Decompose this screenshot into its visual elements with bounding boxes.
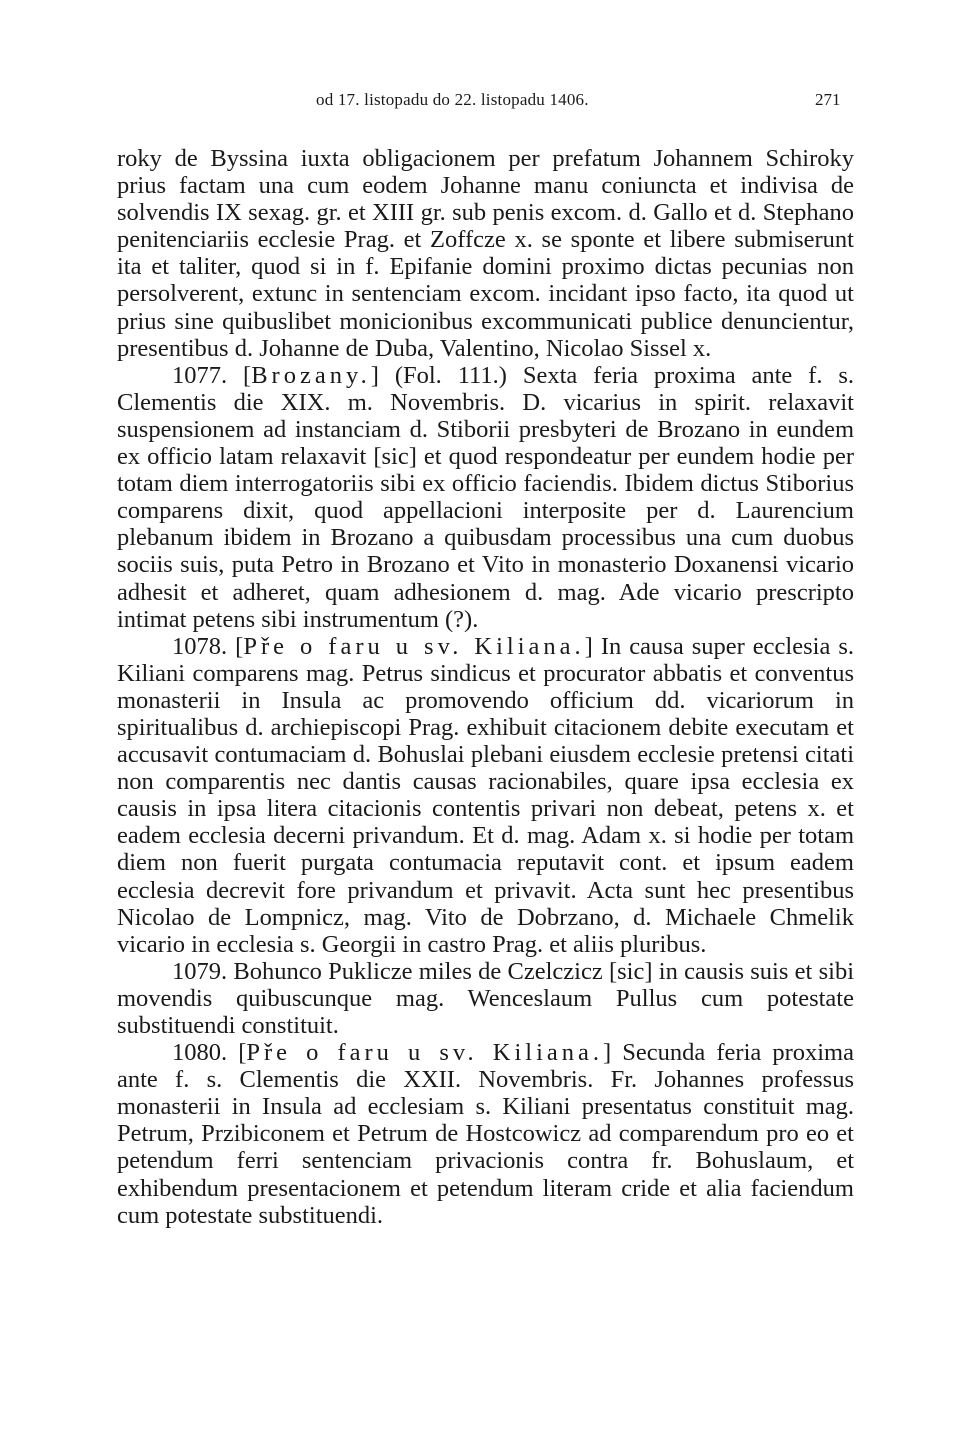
open-bracket: [ <box>238 1039 247 1067</box>
close-bracket: ] <box>584 632 593 660</box>
page-header <box>0 90 960 114</box>
open-bracket: [ <box>243 361 252 389</box>
entry-text: Sexta feria proxima ante f. s. Clementis die XIX. m. Novembris. D. vicarius in spirit. relaxavit suspensionem ad instanciam d. Stiborii presbyteri de Brozano in eundem ex officio latam relaxavit [sic] et quod respondeatur per eundem hodie per totam diem interrogatoriis sibi ex officio faciendis. Ibidem dictus Stiborius comparens dixit, quod appellacioni interposite per d. Laurencium plebanum ibidem in Brozano a quibusdam processibus una cum duobus sociis suis, puta Petro in Brozano et Vito in monasterio Doxanensi vicario adhesit et adheret, quam adhesionem d. mag. Ade vicario prescripto intimat petens sibi instrumentum (?). <box>117 361 855 633</box>
entry-number: 1079. <box>172 957 228 985</box>
entry-1078 <box>117 633 854 958</box>
open-bracket: [ <box>235 632 244 660</box>
entry-number: 1077. <box>172 361 228 389</box>
entry-1079 <box>117 958 854 1039</box>
entry-heading: Pře o faru u sv. Kiliana. <box>246 1039 604 1067</box>
entry-text: Secunda feria proxima ante f. s. Clementis die XXII. Novembris. Fr. Johannes professus monasterii in Insula ad ecclesiam s. Kiliani presentatus constituit mag. Petrum, Przibiconem et Petrum de Hostcowicz ad comparendum pro eo et petendum ferri sentenciam privacionis contra fr. Bohuslaum, et exhibendum presentacionem et petendum literam cride et alia faciendum cum potestate substituendi. <box>117 1039 854 1229</box>
close-bracket: ] <box>603 1039 612 1067</box>
continuation-paragraph: roky de Byssina iuxta obligacionem per prefatum Johannem Schiroky prius factam una cum eodem Johanne manu coniuncta et indivisa de solvendis IX sexag. gr. et XIII gr. sub penis excom. d. Gallo et d. Stephano penitenciariis ecclesie Prag. et Zoffcze x. se sponte et libere submiserunt ita et taliter, quod si in f. Epifanie domini proximo dictas pecunias non persolverent, extunc in sentenciam excom. incidant ipso facto, ita quod ut prius sine quibuslibet monicionibus excommunicati publice denuncientur, presentibus d. Johanne de Duba, Valentino, Nicolao Sissel x. <box>117 145 854 362</box>
entry-text: In causa super ecclesia s. Kiliani comparens mag. Petrus sindicus et procurator abbatis et conventus monasterii in Insula ac promovendo officium dd. vicariorum in spiritualibus d. archiepiscopi Prag. exhibuit citacionem debite executam et accusavit contumaciam d. Bohuslai plebani eiusdem ecclesie pretensi citati non comparentis nec dantis causas racionabiles, quare ipsa ecclesia ex causis in ipsa litera citacionis contentis privari non debeat, petens x. et eadem ecclesia decerni privandum. Et d. mag. Adam x. si hodie per totam diem non fuerit purgata contumacia reputavit cont. et ipsum eadem ecclesia decrevit fore privandum et privavit. Acta sunt hec presentibus Nicolao de Lompnicz, mag. Vito de Dobrzano, d. Michaele Chmelik vicario in ecclesia s. Georgii in castro Prag. et aliis pluribus. <box>117 632 855 958</box>
entry-heading: Brozany. <box>251 361 371 389</box>
close-bracket: ] <box>370 361 379 389</box>
entry-1080 <box>117 1039 854 1229</box>
entry-1077 <box>117 362 854 633</box>
entry-text: Bohunco Puklicze miles de Czelczicz [sic] in causis suis et sibi movendis quibuscunque mag. Wenceslaum Pullus cum potestate substituendi constituit. <box>117 957 855 1039</box>
page-body <box>117 145 854 1229</box>
entry-heading: Pře o faru u sv. Kiliana. <box>243 632 585 660</box>
running-head: od 17. listopadu do 22. listopadu 1406. <box>316 90 589 109</box>
entry-number: 1080. <box>172 1039 228 1067</box>
entry-number: 1078. <box>172 632 228 660</box>
page-number: 271 <box>815 90 841 109</box>
folio-reference: (Fol. 111.) <box>394 361 507 389</box>
